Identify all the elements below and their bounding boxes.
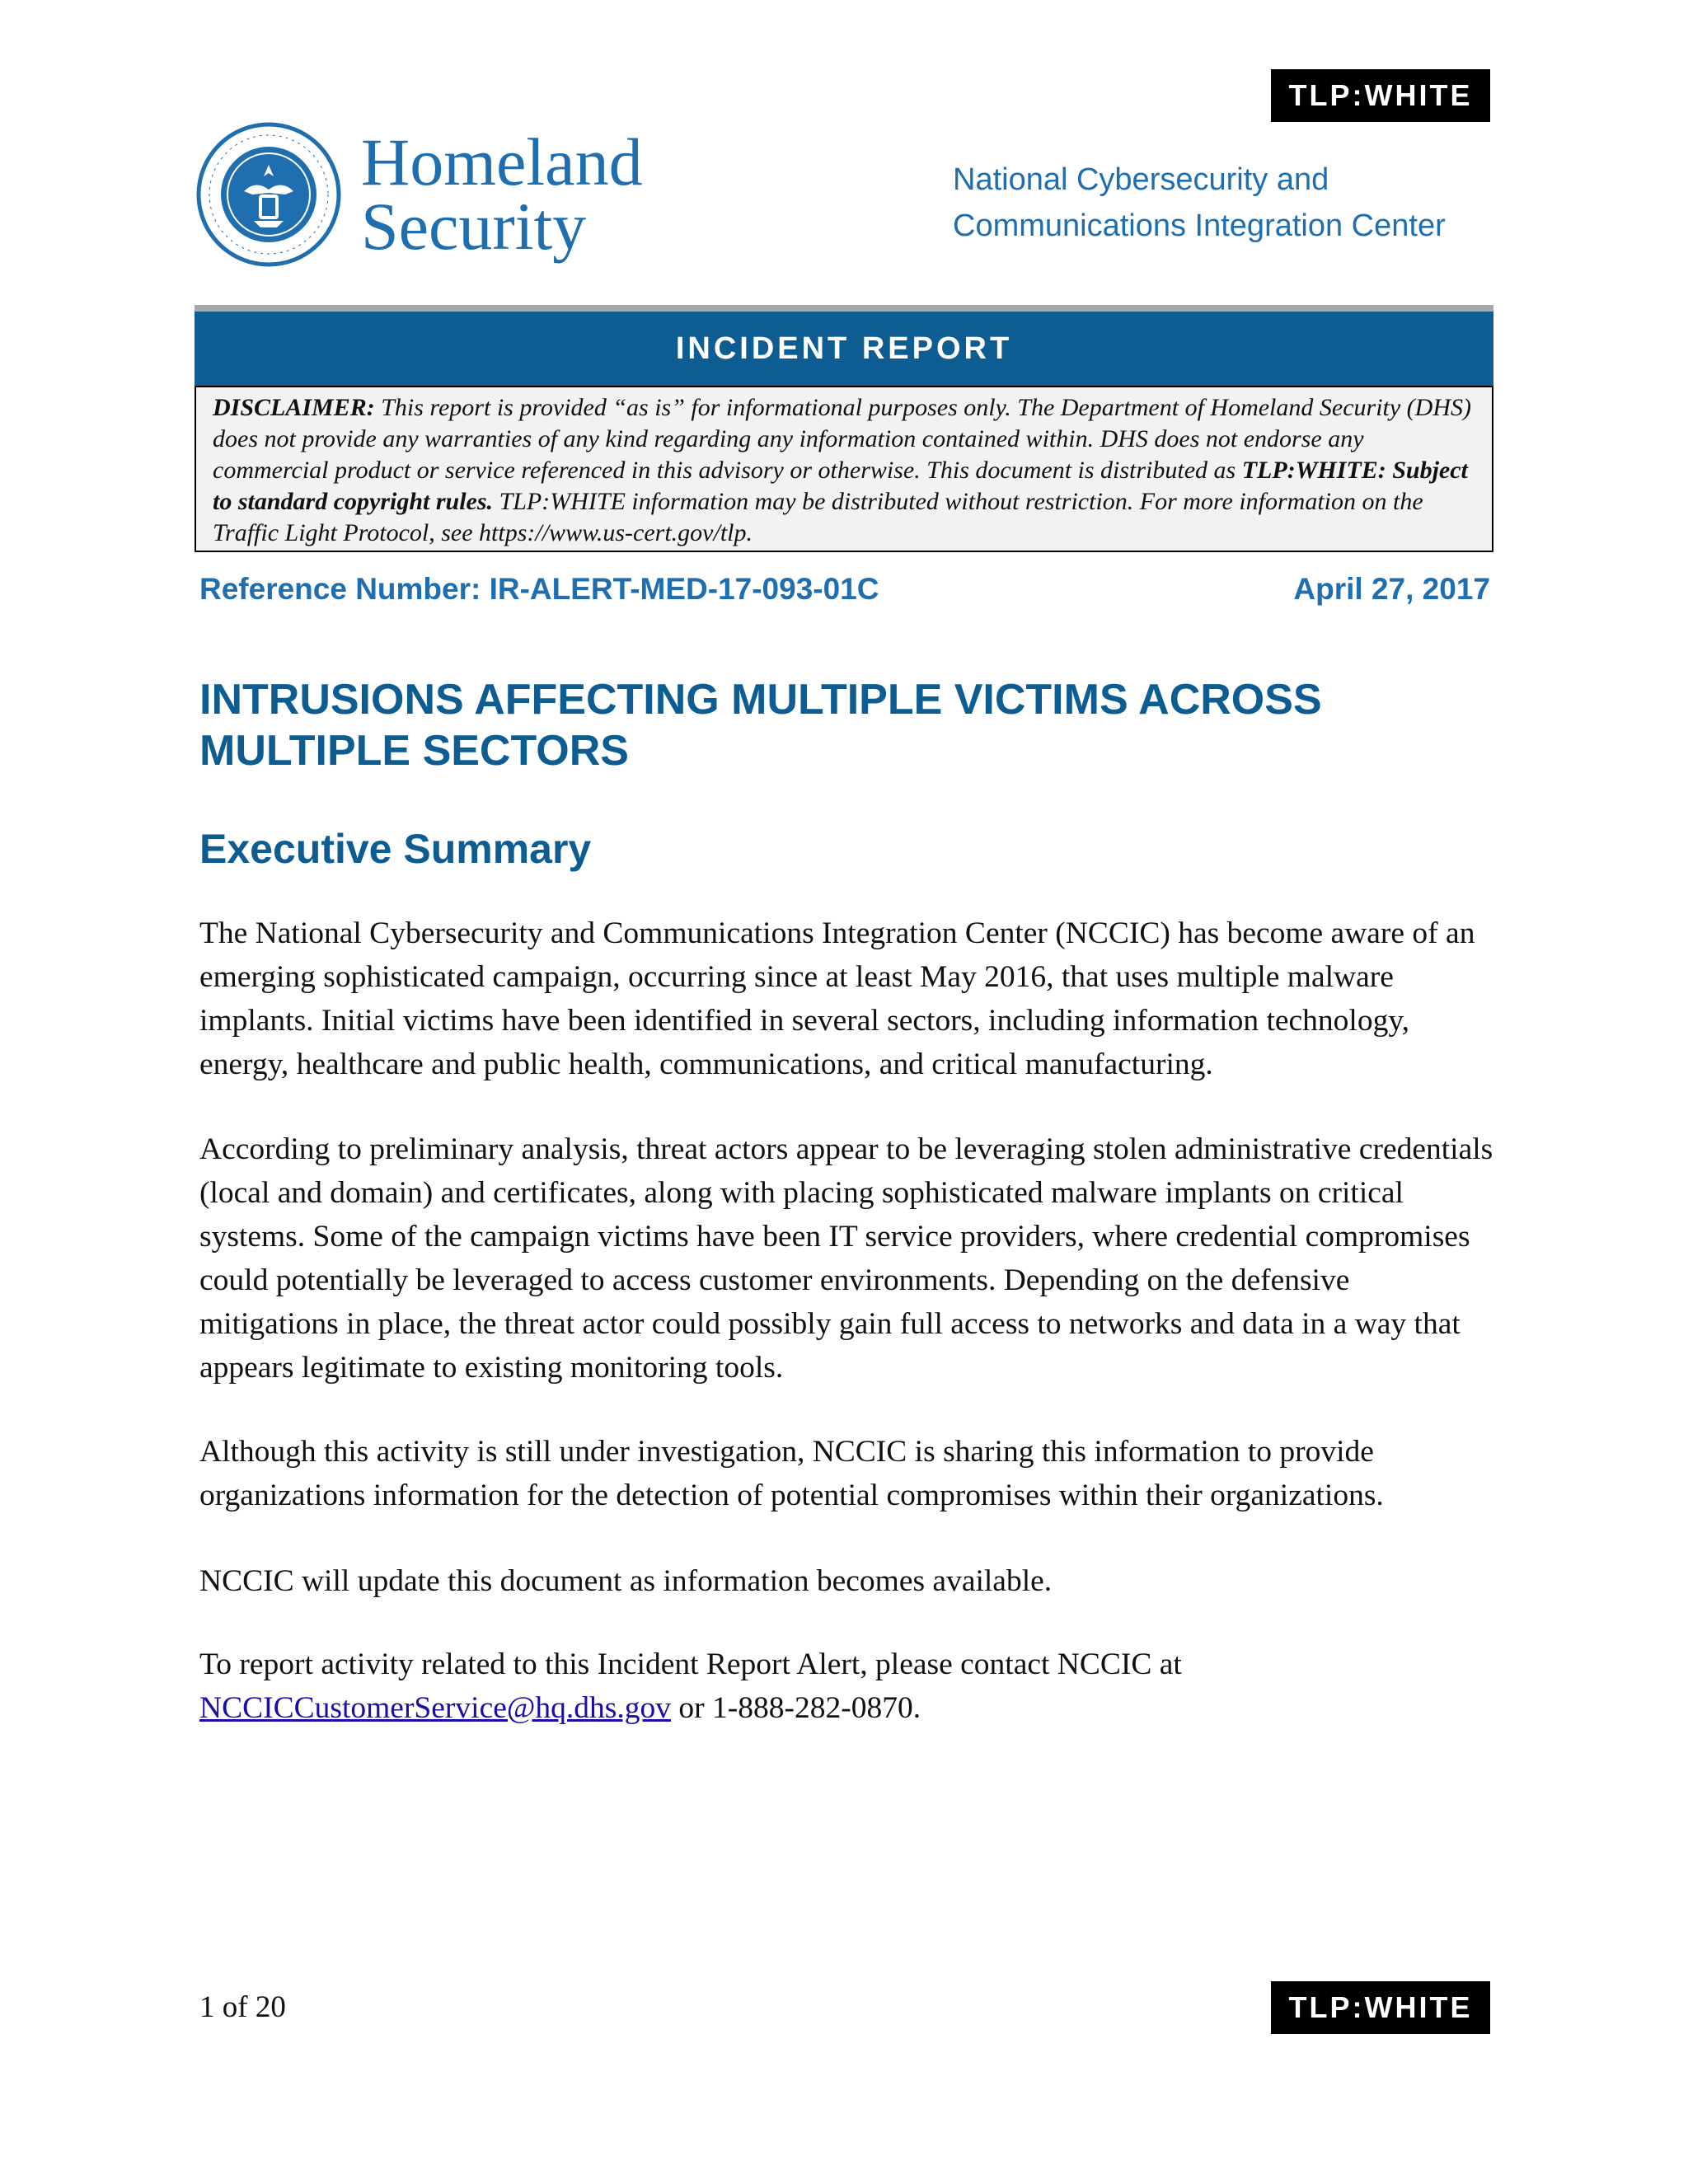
paragraph: NCCIC will update this document as information becomes available. — [199, 1564, 1053, 1598]
logo-wordmark-line2: Security — [361, 189, 587, 264]
center-name-line1: National Cybersecurity and — [953, 162, 1329, 197]
logo-wordmark-line1: Homeland — [361, 124, 643, 199]
center-name-line2: Communications Integration Center — [953, 209, 1446, 243]
report-date: April 27, 2017 — [1293, 572, 1490, 606]
paragraph: The National Cybersecurity and Communications Integration Center (NCCIC) has become aware of an emerging sophisticated campaign, occurring since at least May 2016, that uses multiple malware implants. Initial victims have been identified in several sectors, including information technology, energy, healthcare and public health, communications, and critical manufacturing. — [199, 916, 1475, 1081]
reference-number: Reference Number: IR-ALERT-MED-17-093-01C — [199, 572, 879, 606]
dhs-seal-icon — [196, 122, 341, 267]
tlp-label-top: TLP:WHITE — [1271, 69, 1490, 122]
contact-phone: or 1-888-282-0870. — [671, 1691, 921, 1725]
disclaimer-text-2: TLP:WHITE information may be distributed without restriction. For more information on the Traffic Light Protocol, see https://www.us-cert.gov/tlp. — [213, 488, 1423, 546]
disclaimer-text-1: This report is provided “as is” for informational purposes only. The Department of Homeland Security (DHS) does not provide any warranties of any kind regarding any information contained within. DHS does not endorse any commercial product or service referenced in this advisory or otherwise. This document is distributed as — [213, 394, 1471, 484]
contact-paragraph — [199, 1643, 1493, 1730]
paragraph: Although this activity is still under investigation, NCCIC is sharing this information to provide organizations information for the detection of potential compromises within their organizations. — [199, 1435, 1384, 1512]
tlp-label-bottom: TLP:WHITE — [1271, 1981, 1490, 2034]
report-banner: INCIDENT REPORT — [195, 312, 1493, 386]
dhs-logo — [196, 122, 691, 270]
document-title: INTRUSIONS AFFECTING MULTIPLE VICTIMS ACROSS MULTIPLE SECTORS — [199, 676, 1322, 775]
disclaimer-box — [195, 386, 1493, 552]
contact-text: To report activity related to this Incident Report Alert, please contact NCCIC at — [199, 1647, 1182, 1681]
contact-email-link[interactable]: NCCICCustomerService@hq.dhs.gov — [199, 1691, 672, 1725]
page-number: 1 of 20 — [199, 1990, 286, 2024]
disclaimer-bold: TLP:WHITE: Subject to standard copyright rules. — [213, 457, 1468, 515]
disclaimer-label: DISCLAIMER: — [213, 394, 375, 421]
header-rule — [195, 305, 1493, 312]
paragraph: According to preliminary analysis, threat actors appear to be leveraging stolen administrative credentials (local and domain) and certificates, along with placing sophisticated malware implants on critical systems. Some of the campaign victims have been IT service providers, where credential compromises could potentially be leveraged to access customer environments. Depending on the defensive mitigations in place, the threat actor could possibly gain full access to networks and data in a way that appears legitimate to existing monitoring tools. — [199, 1132, 1493, 1385]
center-name — [953, 157, 1446, 249]
section-heading: Executive Summary — [199, 826, 592, 872]
